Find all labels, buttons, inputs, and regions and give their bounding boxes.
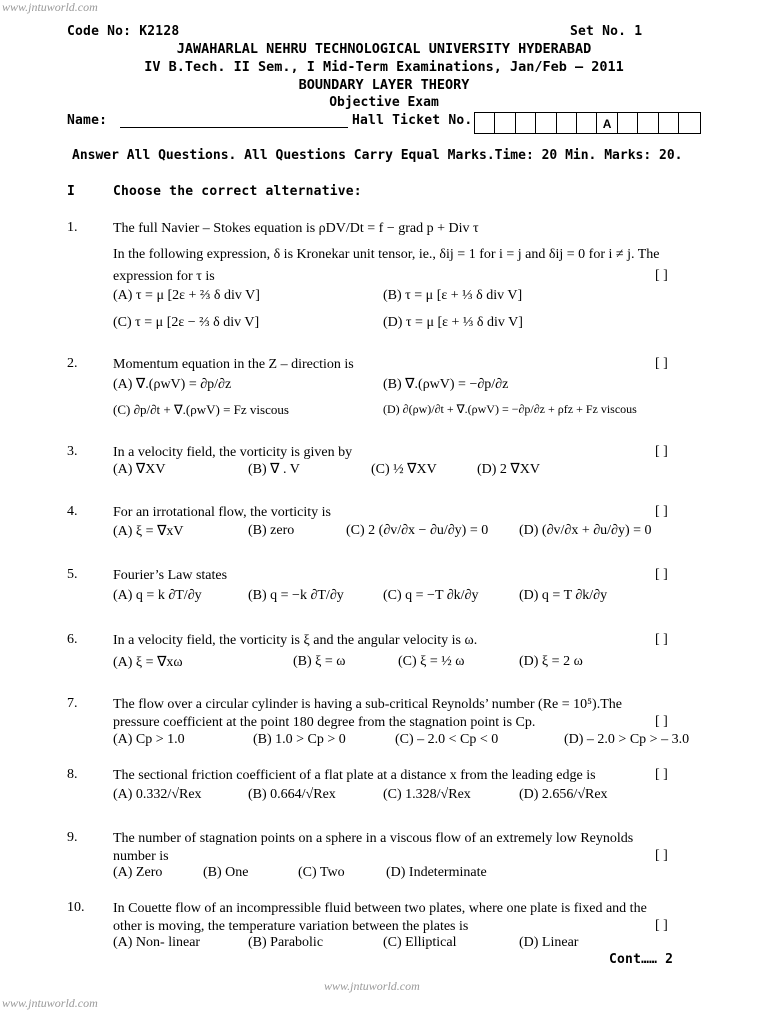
q10-answer-bracket: [ ]	[655, 918, 668, 933]
q3-option-b: (B) ∇ . V	[248, 462, 300, 477]
q2-number: 2.	[67, 356, 78, 371]
ticket-cell	[536, 113, 556, 133]
q9-option-a: (A) Zero	[113, 865, 163, 880]
q3-option-c: (C) ½ ∇XV	[371, 462, 437, 477]
q7-answer-bracket: [ ]	[655, 714, 668, 729]
exam-title: IV B.Tech. II Sem., I Mid-Term Examinations, Jan/Feb – 2011	[144, 59, 624, 75]
q10-number: 10.	[67, 900, 85, 915]
q7-option-b: (B) 1.0 > Cp > 0	[253, 732, 346, 747]
q1-text: The full Navier – Stokes equation is ρDV/Dt = f − grad p + Div τ	[113, 221, 479, 236]
hall-ticket-boxes	[474, 112, 701, 134]
q10-option-c: (C) Elliptical	[383, 935, 457, 950]
section-roman: I	[67, 184, 76, 199]
q9-option-d: (D) Indeterminate	[386, 865, 487, 880]
q4-option-d: (D) (∂v/∂x + ∂u/∂y) = 0	[519, 523, 652, 538]
q10-option-a: (A) Non- linear	[113, 935, 201, 950]
ticket-cell	[475, 113, 495, 133]
ticket-cell	[516, 113, 536, 133]
q9-option-b: (B) One	[203, 865, 249, 880]
q8-option-a: (A) 0.332/√Rex	[113, 787, 202, 802]
q7-option-c: (C) – 2.0 < Cp < 0	[395, 732, 499, 747]
ticket-cell	[638, 113, 658, 133]
q8-text: The sectional friction coefficient of a flat plate at a distance x from the leading edge is	[113, 768, 596, 783]
q1-option-d: (D) τ = μ [ε + ⅓ δ div V]	[383, 315, 523, 330]
q6-option-d: (D) ξ = 2 ω	[519, 654, 583, 669]
watermark-top: www.jntuworld.com	[2, 0, 98, 14]
q5-option-b: (B) q = −k ∂T/∂y	[248, 588, 344, 603]
continued-label: Cont…… 2	[609, 952, 674, 967]
q2-option-c: (C) ∂p/∂t + ∇.(ρwV) = Fz viscous	[113, 402, 289, 417]
q7-number: 7.	[67, 696, 78, 711]
ticket-cell	[495, 113, 515, 133]
q5-option-a: (A) q = k ∂T/∂y	[113, 588, 202, 603]
q4-number: 4.	[67, 504, 78, 519]
q3-answer-bracket: [ ]	[655, 444, 668, 459]
q5-option-c: (C) q = −T ∂k/∂y	[383, 588, 479, 603]
q9-text-2: number is	[113, 849, 169, 864]
q3-number: 3.	[67, 444, 78, 459]
q2-answer-bracket: [ ]	[655, 356, 668, 371]
q8-option-c: (C) 1.328/√Rex	[383, 787, 471, 802]
exam-type: Objective Exam	[329, 95, 439, 110]
q1-option-b: (B) τ = μ [ε + ⅓ δ div V]	[383, 288, 523, 303]
hall-ticket-label: Hall Ticket No.	[352, 113, 473, 128]
name-field-line	[120, 127, 348, 128]
ticket-cell	[557, 113, 577, 133]
set-number: Set No. 1	[570, 24, 643, 39]
section-title: Choose the correct alternative:	[113, 184, 362, 199]
q8-number: 8.	[67, 767, 78, 782]
q4-option-a: (A) ξ = ∇xV	[113, 524, 184, 539]
instructions: Answer All Questions. All Questions Carry Equal Marks.Time: 20 Min. Marks: 20.	[72, 148, 683, 163]
q6-answer-bracket: [ ]	[655, 632, 668, 647]
q3-option-a: (A) ∇XV	[113, 462, 166, 477]
q3-option-d: (D) 2 ∇XV	[477, 462, 541, 477]
university-name: JAWAHARLAL NEHRU TECHNOLOGICAL UNIVERSITY HYDERABAD	[176, 41, 592, 57]
q2-text: Momentum equation in the Z – direction is	[113, 357, 354, 372]
subject-title: BOUNDARY LAYER THEORY	[298, 77, 470, 93]
q9-answer-bracket: [ ]	[655, 848, 668, 863]
code-number: Code No: K2128	[67, 24, 180, 39]
q7-text: The flow over a circular cylinder is having a sub-critical Reynolds’ number (Re = 10⁵).The	[113, 697, 622, 712]
q2-option-d: (D) ∂(ρw)/∂t + ∇.(ρwV) = −∂p/∂z + ρfz + Fz viscous	[383, 402, 637, 416]
q7-text-2: pressure coefficient at the point 180 degree from the stagnation point is Cp.	[113, 715, 536, 730]
q9-text: The number of stagnation points on a sphere in a viscous flow of an extremely low Reynolds	[113, 831, 634, 846]
q9-number: 9.	[67, 830, 78, 845]
q1-text-3: expression for τ is	[113, 269, 215, 284]
q5-text: Fourier’s Law states	[113, 568, 228, 583]
q6-option-b: (B) ξ = ω	[293, 654, 346, 669]
q10-option-b: (B) Parabolic	[248, 935, 324, 950]
q3-text: In a velocity field, the vorticity is given by	[113, 445, 353, 460]
q6-option-a: (A) ξ = ∇xω	[113, 655, 183, 670]
q8-option-d: (D) 2.656/√Rex	[519, 787, 608, 802]
q5-number: 5.	[67, 567, 78, 582]
watermark-bottom-center: www.jntuworld.com	[324, 979, 420, 993]
q6-number: 6.	[67, 632, 78, 647]
q9-option-c: (C) Two	[298, 865, 345, 880]
q1-number: 1.	[67, 220, 78, 235]
watermark-bottom-left: www.jntuworld.com	[2, 996, 98, 1010]
q10-text-2: other is moving, the temperature variation between the plates is	[113, 919, 469, 934]
q10-text: In Couette flow of an incompressible fluid between two plates, where one plate is fixed and the	[113, 901, 647, 916]
q7-option-d: (D) – 2.0 > Cp > – 3.0	[564, 732, 690, 747]
q1-text-2: In the following expression, δ is Kronekar unit tensor, ie., δij = 1 for i = j and δij = 0 for i ≠ j. The	[113, 247, 660, 262]
q1-answer-bracket: [ ]	[655, 268, 668, 283]
name-label: Name:	[67, 113, 108, 128]
q5-answer-bracket: [ ]	[655, 567, 668, 582]
q2-option-b: (B) ∇.(ρwV) = −∂p/∂z	[383, 377, 509, 392]
ticket-cell	[679, 113, 699, 133]
q10-option-d: (D) Linear	[519, 935, 579, 950]
q6-text: In a velocity field, the vorticity is ξ and the angular velocity is ω.	[113, 633, 478, 648]
q6-option-c: (C) ξ = ½ ω	[398, 654, 465, 669]
q4-text: For an irrotational flow, the vorticity is	[113, 505, 331, 520]
q7-option-a: (A) Cp > 1.0	[113, 732, 185, 747]
q2-option-a: (A) ∇.(ρwV) = ∂p/∂z	[113, 377, 232, 392]
q8-option-b: (B) 0.664/√Rex	[248, 787, 336, 802]
q4-answer-bracket: [ ]	[655, 504, 668, 519]
q1-option-c: (C) τ = μ [2ε − ⅔ δ div V]	[113, 315, 260, 330]
q4-option-c: (C) 2 (∂v/∂x − ∂u/∂y) = 0	[346, 523, 489, 538]
q5-option-d: (D) q = T ∂k/∂y	[519, 588, 608, 603]
ticket-cell: A	[597, 113, 617, 133]
ticket-cell	[577, 113, 597, 133]
q8-answer-bracket: [ ]	[655, 767, 668, 782]
ticket-cell	[618, 113, 638, 133]
ticket-cell	[659, 113, 679, 133]
q1-option-a: (A) τ = μ [2ε + ⅔ δ div V]	[113, 288, 260, 303]
q4-option-b: (B) zero	[248, 523, 295, 538]
